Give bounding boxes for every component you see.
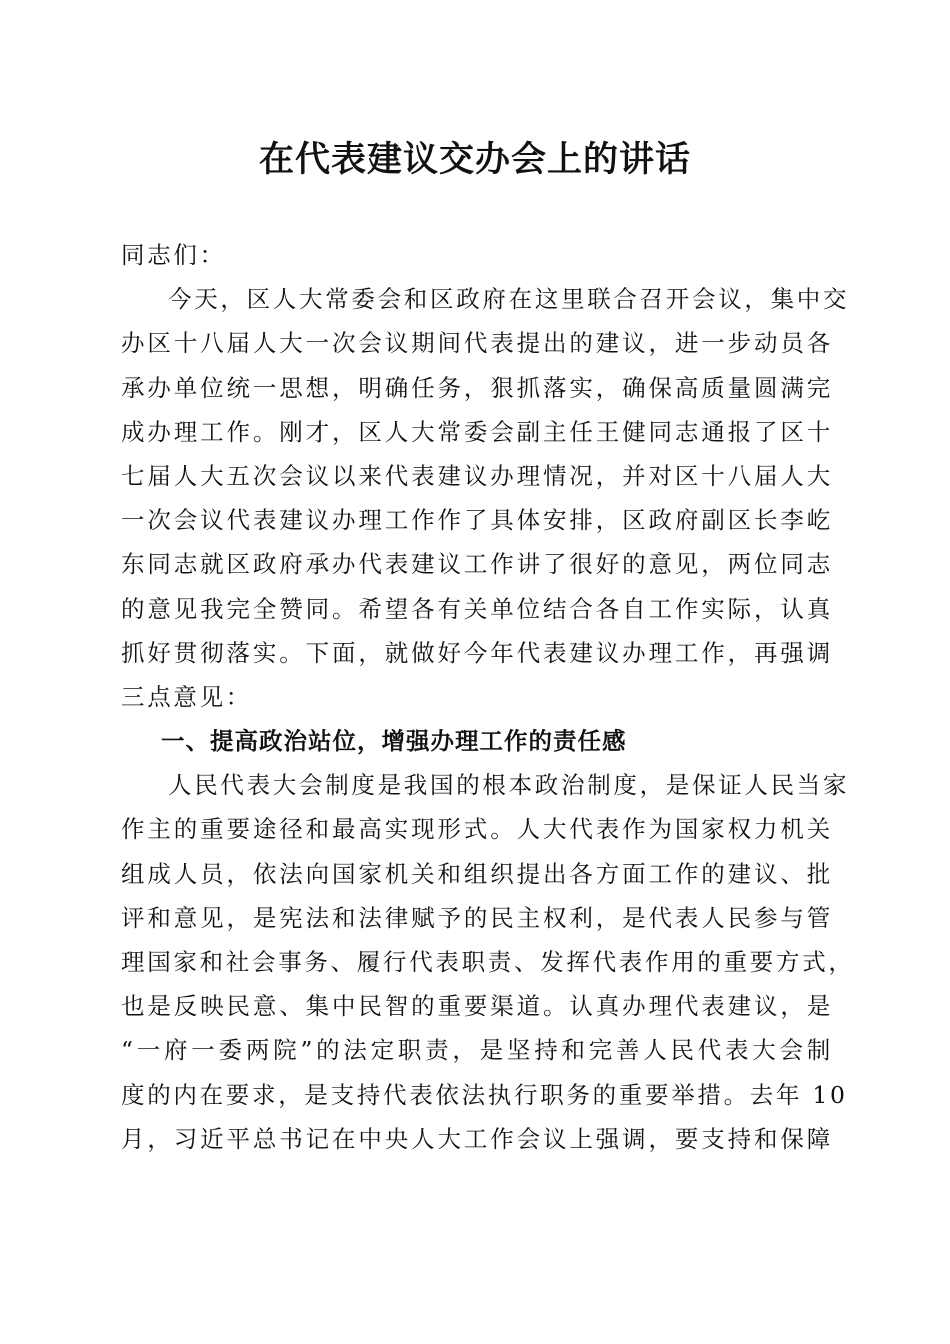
document-title: 在代表建议交办会上的讲话	[258, 139, 691, 180]
paragraph-2-line: 人民代表大会制度是我国的根本政治制度，是保证人民当家	[168, 771, 850, 800]
salutation: 同志们：	[121, 241, 226, 269]
paragraph-2-line: 月，习近平总书记在中央人大工作会议上强调，要支持和保障	[121, 1124, 833, 1153]
paragraph-1-line: 成办理工作。刚才，区人大常委会副主任王健同志通报了区十	[121, 417, 833, 446]
paragraph-1-line: 抓好贯彻落实。下面，就做好今年代表建议办理工作，再强调	[121, 638, 833, 667]
paragraph-1-line: 的意见我完全赞同。希望各有关单位结合各自工作实际，认真	[121, 594, 833, 623]
paragraph-1-line: 三点意见：	[121, 682, 252, 711]
document-body	[121, 233, 855, 1161]
paragraph-2-line: “一府一委两院”的法定职责，是坚持和完善人民代表大会制	[121, 1036, 833, 1065]
paragraph-1-line: 一次会议代表建议办理工作作了具体安排，区政府副区长李屹	[121, 506, 833, 535]
paragraph-2-line: 作主的重要途径和最高实现形式。人大代表作为国家权力机关	[121, 815, 833, 844]
paragraph-2-line: 组成人员，依法向国家机关和组织提出各方面工作的建议、批	[121, 859, 833, 888]
paragraph-1-line: 承办单位统一思想，明确任务，狠抓落实，确保高质量圆满完	[121, 373, 833, 402]
paragraph-2-line: 评和意见，是宪法和法律赋予的民主权利，是代表人民参与管	[121, 903, 833, 932]
paragraph-1-line: 七届人大五次会议以来代表建议办理情况，并对区十八届人大	[121, 461, 833, 490]
paragraph-2-line: 度的内在要求，是支持代表依法执行职务的重要举措。去年 10	[121, 1080, 848, 1109]
paragraph-2-line: 也是反映民意、集中民智的重要渠道。认真办理代表建议，是	[121, 992, 833, 1021]
paragraph-1-line: 办区十八届人大一次会议期间代表提出的建议，进一步动员各	[121, 329, 833, 358]
paragraph-2-line: 理国家和社会事务、履行代表职责、发挥代表作用的重要方式，	[121, 948, 855, 976]
paragraph-1-line: 东同志就区政府承办代表建议工作讲了很好的意见，两位同志	[121, 550, 833, 579]
section-1-heading: 一、提高政治站位，增强办理工作的责任感	[161, 727, 627, 756]
paragraph-1-line: 今天，区人大常委会和区政府在这里联合召开会议，集中交	[168, 285, 850, 314]
